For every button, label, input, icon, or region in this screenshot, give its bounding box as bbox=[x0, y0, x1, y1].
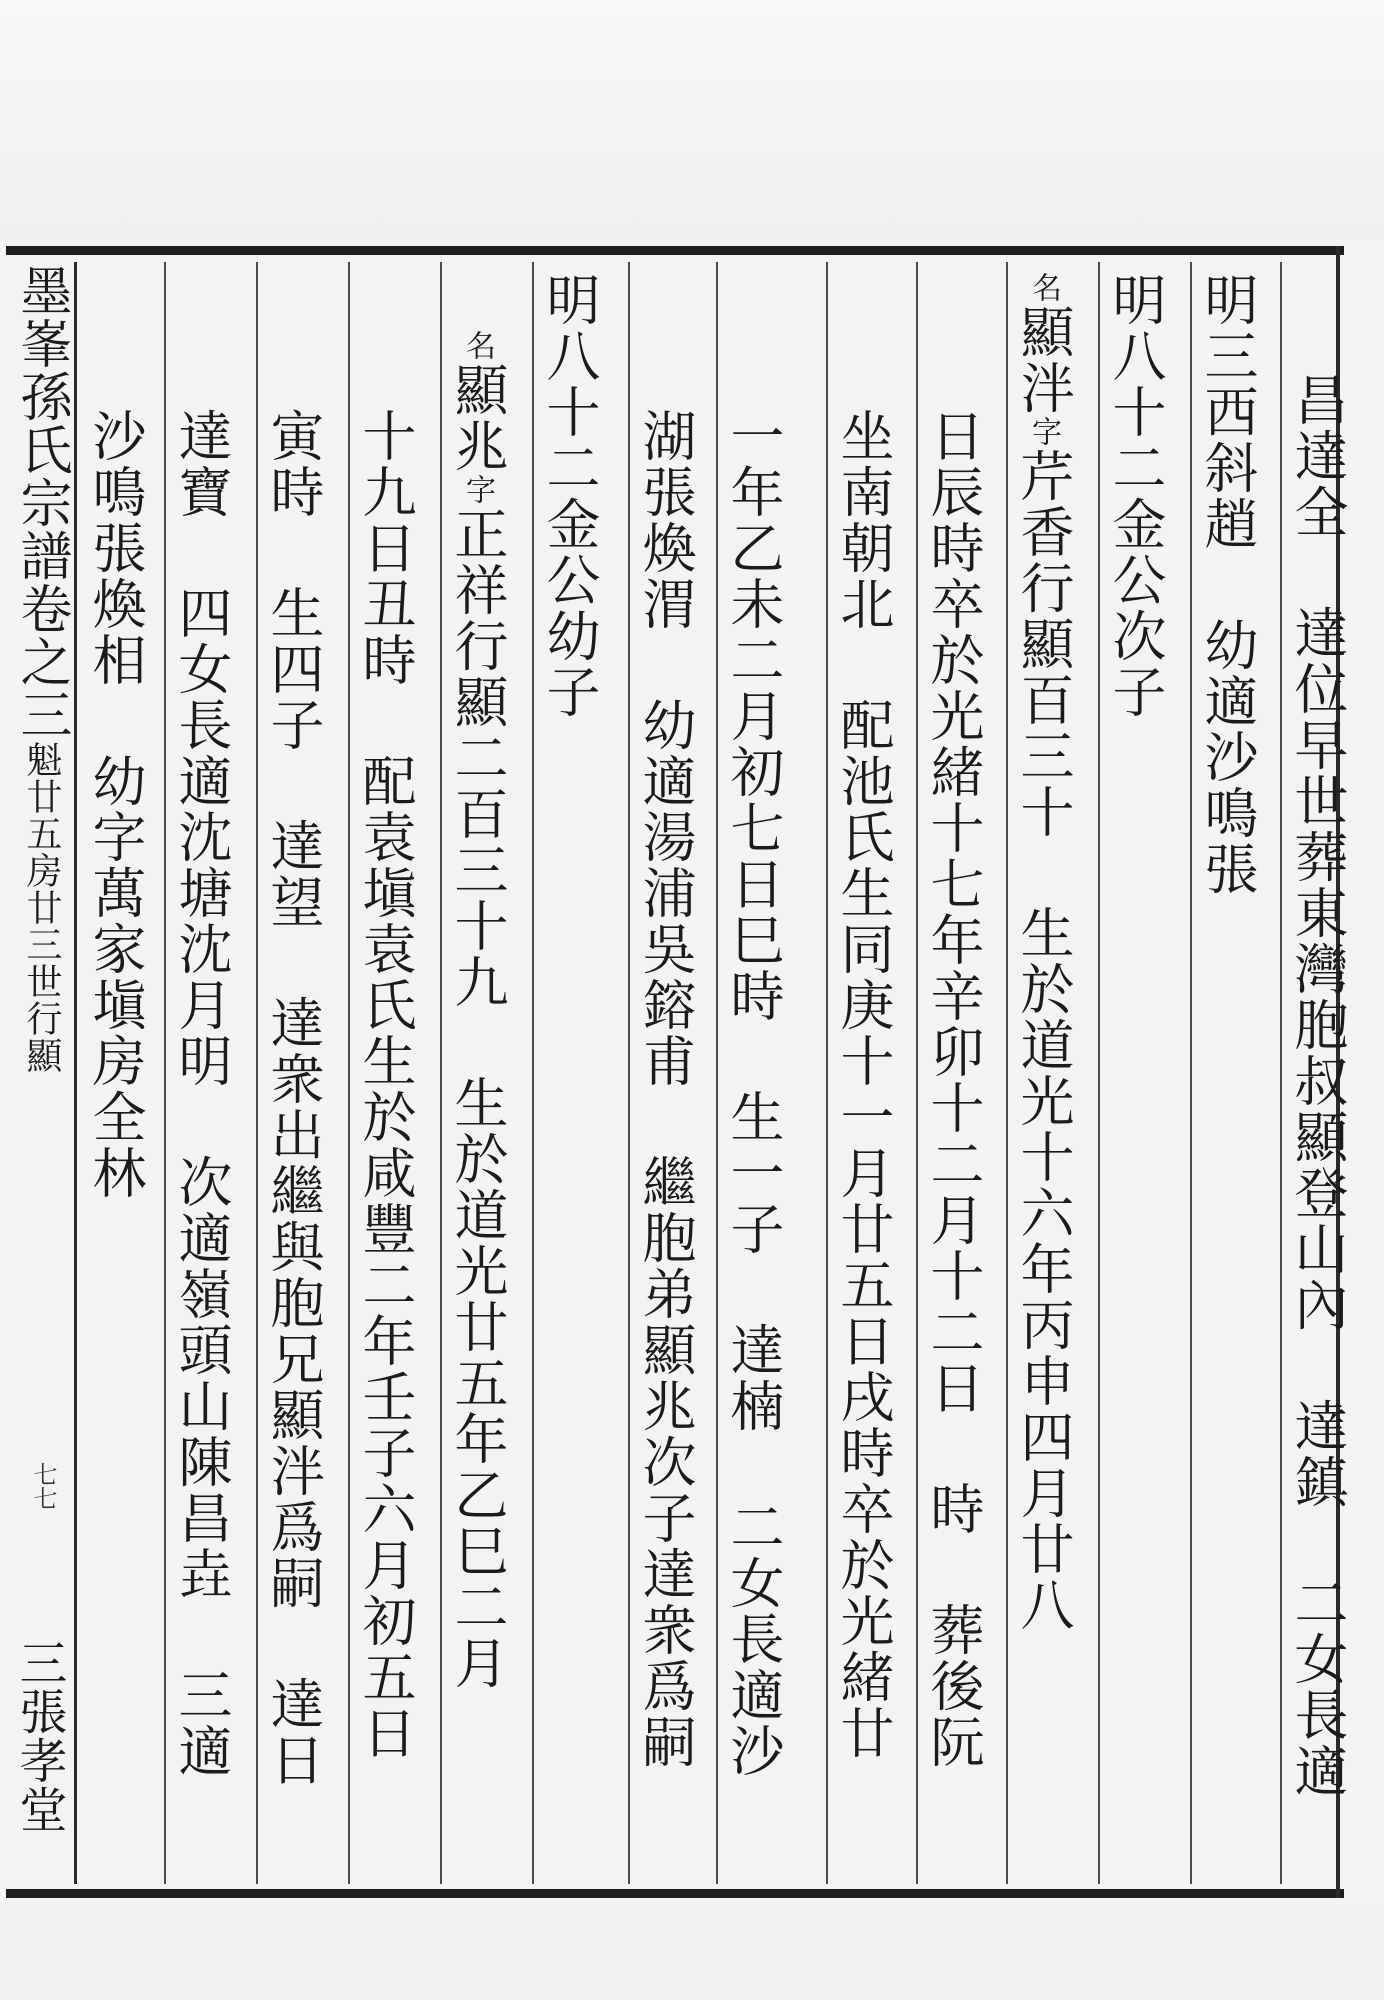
bottom-page-margin bbox=[0, 1906, 1384, 2000]
column-rule bbox=[348, 262, 350, 1884]
small-annotation-zi-2: 字 bbox=[460, 474, 495, 506]
column-rule bbox=[532, 262, 534, 1884]
given-name-xianzhao: 顯兆 bbox=[446, 362, 509, 474]
column-rule bbox=[1006, 262, 1008, 1884]
text-column-13: 達寶 四女長適沈塘沈月明 次適嶺頭山陳昌垚 三適 bbox=[170, 408, 233, 1779]
text-column-11: 十九日丑時 配袁塡袁氏生於咸豐二年壬子六月初五日 bbox=[354, 408, 417, 1761]
column-rule bbox=[628, 262, 630, 1884]
column-rule bbox=[440, 262, 442, 1884]
column-rule bbox=[164, 262, 166, 1884]
genealogy-title: 墨峯孫氏宗譜 bbox=[11, 264, 71, 582]
spine-rule bbox=[74, 262, 77, 1884]
text-column-4 bbox=[1012, 272, 1074, 1633]
column-rule bbox=[256, 262, 258, 1884]
biography-xianzhao: 正祥行顯二百三十九 生於道光廿五年乙巳二月 bbox=[446, 506, 509, 1691]
column-rule bbox=[826, 262, 828, 1884]
top-page-margin bbox=[0, 0, 1384, 240]
text-column-9-heading: 明八十二金公幼子 bbox=[538, 272, 601, 720]
text-column-1: 昌達全 達位早世葬東灣胞叔顯登山內 達鎮 二女長適 bbox=[1286, 372, 1349, 1799]
text-column-10 bbox=[446, 330, 508, 1691]
text-column-5: 日辰時卒於光緒十七年辛卯十二月十二日 時 葬後阮 bbox=[922, 408, 985, 1770]
section-label: 魁廿五房廿三世行顯 bbox=[21, 741, 62, 1074]
text-column-14: 沙鳴張煥相 幼字萬家塡房全林 bbox=[84, 408, 147, 1201]
given-name-xianpan: 顯泮 bbox=[1012, 304, 1075, 416]
text-column-7: 一年乙未二月初七日巳時 生一子 達楠 二女長適沙 bbox=[722, 408, 785, 1779]
small-annotation-ming: 名 bbox=[1026, 272, 1061, 304]
small-annotation-ming-2: 名 bbox=[460, 330, 495, 362]
biography-xianpan: 芹香行顯百三十 生於道光十六年丙申四月廿八 bbox=[1012, 448, 1075, 1633]
column-rule bbox=[1280, 262, 1282, 1884]
small-annotation-zi: 字 bbox=[1026, 416, 1061, 448]
spine-title bbox=[12, 264, 70, 1074]
text-column-8: 湖張煥渭 幼適湯浦吳鎔甫 繼胞弟顯兆次子達衆爲嗣 bbox=[634, 408, 697, 1770]
volume-label: 卷之三 bbox=[11, 582, 71, 741]
hall-name: 三張孝堂 bbox=[11, 1638, 67, 1834]
text-column-3-heading: 明八十二金公次子 bbox=[1104, 272, 1167, 720]
text-column-6: 坐南朝北 配池氏生同庚十一月廿五日戌時卒於光緒廿 bbox=[832, 408, 895, 1761]
column-rule bbox=[1098, 262, 1100, 1884]
text-column-12: 寅時 生四子 達望 達衆出繼與胞兄顯泮爲嗣 達日 bbox=[262, 408, 325, 1788]
column-rule bbox=[716, 262, 718, 1884]
column-rule bbox=[916, 262, 918, 1884]
column-rule bbox=[1190, 262, 1192, 1884]
text-column-2: 明三西斜趙 幼適沙鳴張 bbox=[1196, 272, 1259, 897]
folio-number: 七七 bbox=[29, 1462, 57, 1510]
